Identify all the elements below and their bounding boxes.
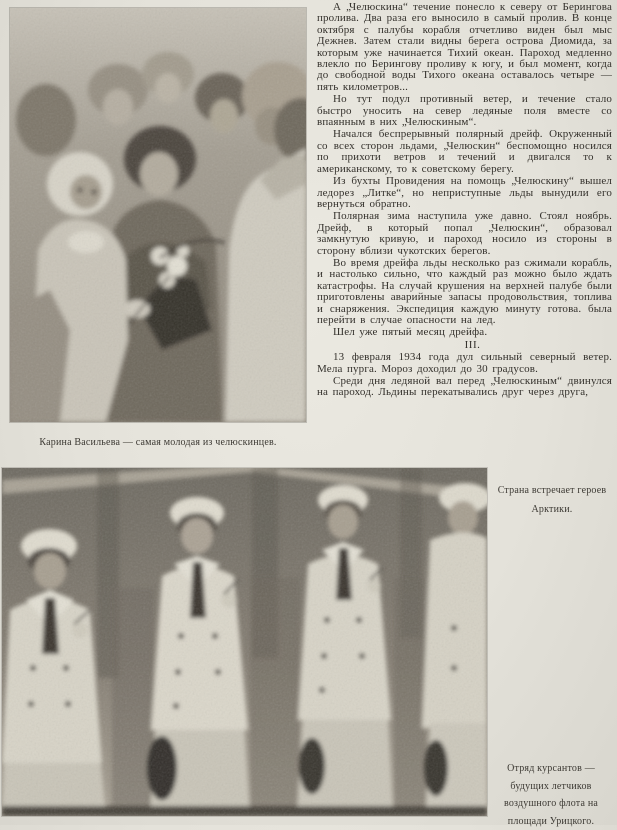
photo-caption-cadet-squad: Отряд курсантов — будущих летчиков воздушного флота на площади Урицкого. bbox=[503, 763, 599, 827]
paragraph: 13 февраля 1934 года дул сильный северный ветер. Мела пурга. Мороз доходил до 30 градусов. bbox=[317, 351, 612, 375]
photo-caption-karina: Карина Васильева — самая молодая из челюскинцев. bbox=[39, 437, 277, 448]
photo-caption-country-greets: Страна встречает героев Арктики. bbox=[497, 485, 607, 515]
paragraph: Во время дрейфа льды несколько раз сжимали корабль, и настолько сильно, что каждый раз можно было ждать катастрофы. На случай крушения на верхней палубе были приготовлены аварийные запасы продовольствия, топлива и снаряжения. Экспедиция каждую минуту готова. была перейти в случае опасности на лед. bbox=[317, 256, 612, 326]
crowd-photo-illustration bbox=[10, 8, 306, 422]
halftone-grain-overlay bbox=[2, 468, 487, 816]
paragraph: Среди дня ледяной вал перед „Челюскиным“ двинулся на пароход. Льдины перекатывались друг через друга, bbox=[317, 375, 612, 399]
photo-women-cadets bbox=[2, 468, 487, 816]
paragraph: Из бухты Провидения на помощь „Челюскину“ вышел ледорез „Литке“, но неприступные льды вынудили его вернуться обратно. bbox=[317, 175, 612, 210]
paragraph: Полярная зима наступила уже давно. Стоял ноябрь. Дрейф, в который попал „Челюскин“, образовал замкнутую кривую, и пароход носило из стороны в сторону вблизи чукотских берегов. bbox=[317, 210, 612, 257]
paragraph: Но тут подул противный ветер, и течение стало быстро уносить на север ледяные поля вместе со впаянным в них „Челюскиным“. bbox=[317, 93, 612, 129]
paragraph: Шел уже пятый месяц дрейфа. bbox=[333, 326, 488, 339]
article-text-column bbox=[317, 2, 612, 400]
paragraph: А „Челюскина“ течение понесло к северу от Берингова пролива. Два раза его выносило в самый пролив. В конце октября с палубы корабля отчетливо виден был мыс Дежнев. Затем стали видны берега острова Диомида, за которым уже начинается Тихий океан. Пароход медленно влекло по Берингову проливу к югу, и был момент, когда до свободной воды Тихого океана оставалось четыре — пять километров... bbox=[317, 1, 612, 93]
cadets-photo-illustration bbox=[2, 468, 487, 816]
halftone-grain-overlay bbox=[10, 8, 306, 422]
photo-crowd-with-karina bbox=[10, 8, 306, 422]
section-heading: III. bbox=[464, 338, 481, 351]
paragraph: Начался беспрерывный полярный дрейф. Окруженный со всех сторон льдами, „Челюскин“ беспомощно носился по прихоти ветров и течений и двигался то к американскому, то к советскому берегу. bbox=[317, 128, 612, 175]
